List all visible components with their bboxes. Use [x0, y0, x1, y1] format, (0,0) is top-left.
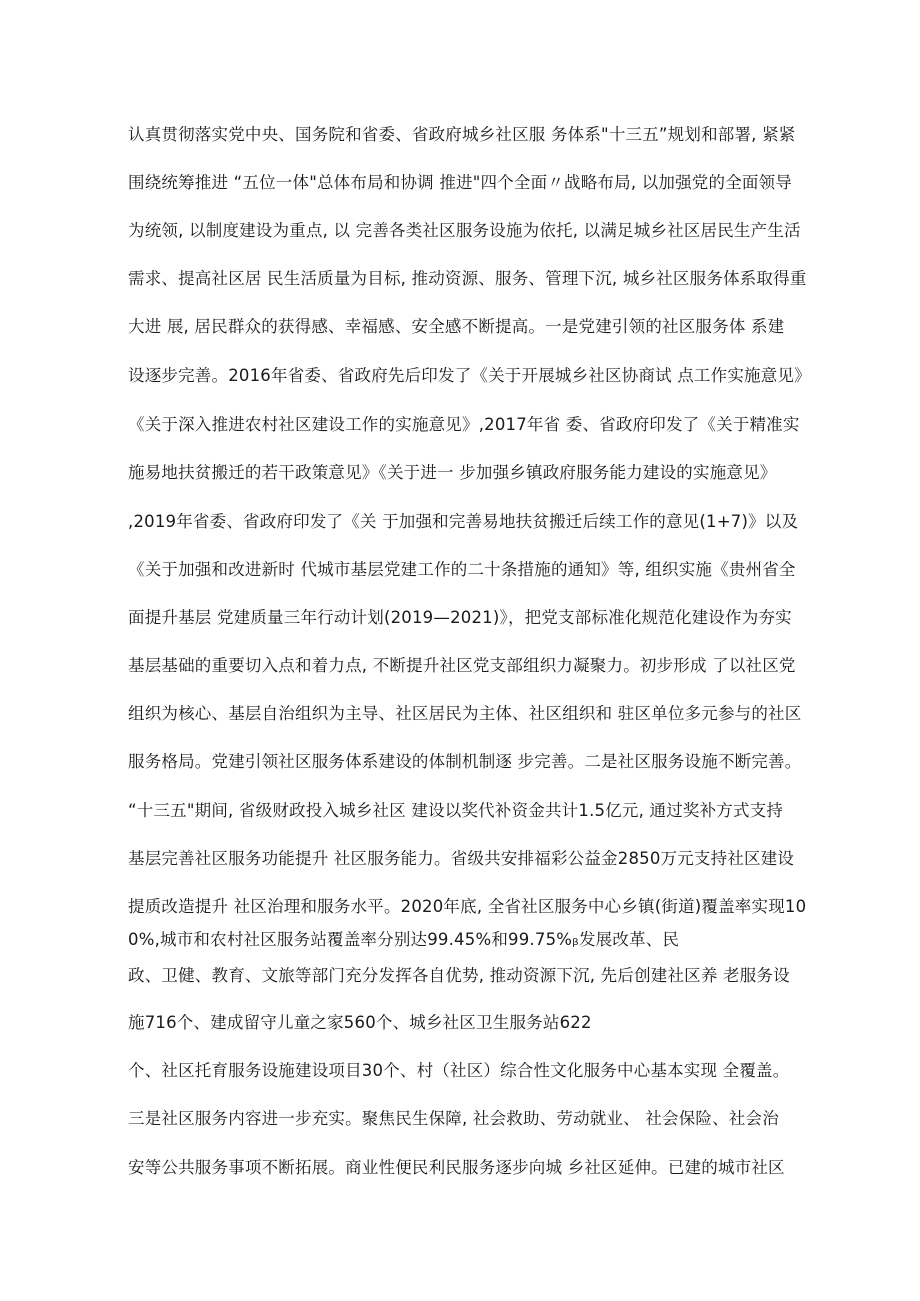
paragraph-line: 0%,城市和农村社区服务站覆盖率分别达99.45%和99.75%ᵦ发展改革、民 — [128, 930, 680, 949]
paragraph-line: 认真贯彻落实党中央、国务院和省委、省政府城乡社区服 务体系"十三五”规划和部署, 紧紧 — [128, 125, 796, 144]
paragraph-line: 需求、提高社区居 民生活质量为目标, 推动资源、服务、管理下沉, 城乡社区服务体系取得重 — [128, 269, 807, 288]
paragraph-line: 安等公共服务事项不断拓展。商业性便民利民服务逐步向城 乡社区延伸。已建的城市社区 — [128, 1158, 785, 1177]
paragraph-line: 施易地扶贫搬迁的若干政策意见》《关于进一 步加强乡镇政府服务能力建设的实施意见》 — [128, 463, 777, 482]
paragraph-line: 基层完善社区服务功能提升 社区服务能力。省级共安排福彩公益金2850万元支持社区建设 — [128, 849, 795, 868]
paragraph-line: 服务格局。党建引领社区服务体系建设的体制机制逐 步完善。二是社区服务设施不断完善。 — [128, 752, 802, 771]
paragraph-line: 《关于加强和改进新时 代城市基层党建工作的二十条措施的通知》等, 组织实施《贵州省全 — [128, 560, 796, 579]
paragraph-line: 政、卫健、教育、文旅等部门充分发挥各自优势, 推动资源下沉, 先后创建社区养 老服务设 — [128, 966, 790, 985]
paragraph-line: 个、社区托育服务设施建设项目30个、村（社区）综合性文化服务中心基本实现 全覆盖。 — [128, 1061, 790, 1080]
paragraph-line: ,2019年省委、省政府印发了《关 于加强和完善易地扶贫搬迁后续工作的意见(1+7)》以及 — [128, 512, 799, 531]
paragraph-line: 《关于深入推进农村社区建设工作的实施意见》,2017年省 委、省政府印发了《关于精准实 — [128, 415, 800, 434]
paragraph-line: 提质改造提升 社区治理和服务水平。2020年底, 全省社区服务中心乡镇(街道)覆盖率实现10 — [128, 897, 807, 916]
paragraph-line: 面提升基层 党建质量三年行动计划(2019—2021)》，把党支部标准化规范化建设作为夯实 — [128, 608, 792, 627]
paragraph-line: 基层基础的重要切入点和着力点, 不断提升社区党支部组织力凝聚力。初步形成 了以社区党 — [128, 656, 796, 675]
paragraph-line: 组织为核心、基层自治组织为主导、社区居民为主体、社区组织和 驻区单位多元参与的社区 — [128, 704, 802, 723]
paragraph-line: 施716个、建成留守儿童之家560个、城乡社区卫生服务站622 — [128, 1013, 592, 1032]
paragraph-line: “十三五"期间, 省级财政投入城乡社区 建设以奖代补资金共计1.5亿元, 通过奖补方式支持 — [128, 801, 784, 820]
paragraph-line: 围绕统筹推进 “五位一体"总体布局和协调 推进"四个全面〃战略布局, 以加强党的全面领导 — [128, 173, 793, 192]
paragraph-line: 大进 展, 居民群众的获得感、幸福感、安全感不断提高。一是党建引领的社区服务体 系建 — [128, 317, 785, 336]
paragraph-line: 三是社区服务内容进一步充实。聚焦民生保障, 社会救助、劳动就业、 社会保险、社会治 — [128, 1109, 779, 1128]
paragraph-line: 设逐步完善。2016年省委、省政府先后印发了《关于开展城乡社区协商试 点工作实施意见》 — [128, 366, 811, 385]
paragraph-line: 为统领, 以制度建设为重点, 以 完善各类社区服务设施为依托, 以满足城乡社区居民生产生活 — [128, 221, 801, 240]
